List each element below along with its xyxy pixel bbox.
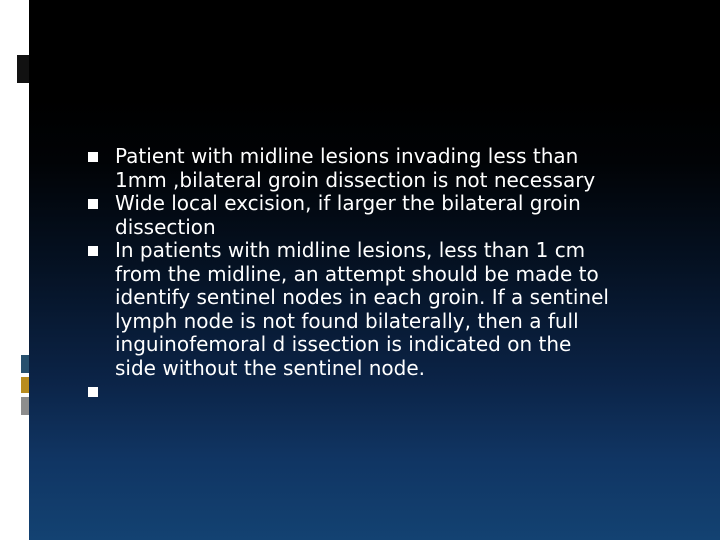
bullet-list [88,145,678,404]
square-bullet-icon [88,387,98,397]
bullet-item-1 [88,145,678,192]
bullet-item-4 [88,380,678,404]
bullet-text-2: Wide local excision, if larger the bilateral groin dissection [115,191,581,239]
square-bullet-icon [88,152,98,162]
square-bullet-icon [88,246,98,256]
accent-gray-block [21,397,29,415]
accent-blue-block [21,355,29,373]
bullet-text-4 [115,380,678,404]
bullet-item-2 [88,192,678,239]
square-bullet-icon [88,199,98,209]
title-marker [17,55,29,83]
bullet-item-3 [88,239,678,380]
accent-gold-block [21,377,29,393]
bullet-text-1: Patient with midline lesions invading less than 1mm ,bilateral groin dissection is not necessary [115,144,596,192]
bullet-text-3: In patients with midline lesions, less than 1 cm from the midline, an attempt should be made to identify sentinel nodes in each groin. If a sentinel lymph node is not found bilaterally, then a full inguinofemoral d issection is indicated on the side without the sentinel node. [115,238,609,380]
